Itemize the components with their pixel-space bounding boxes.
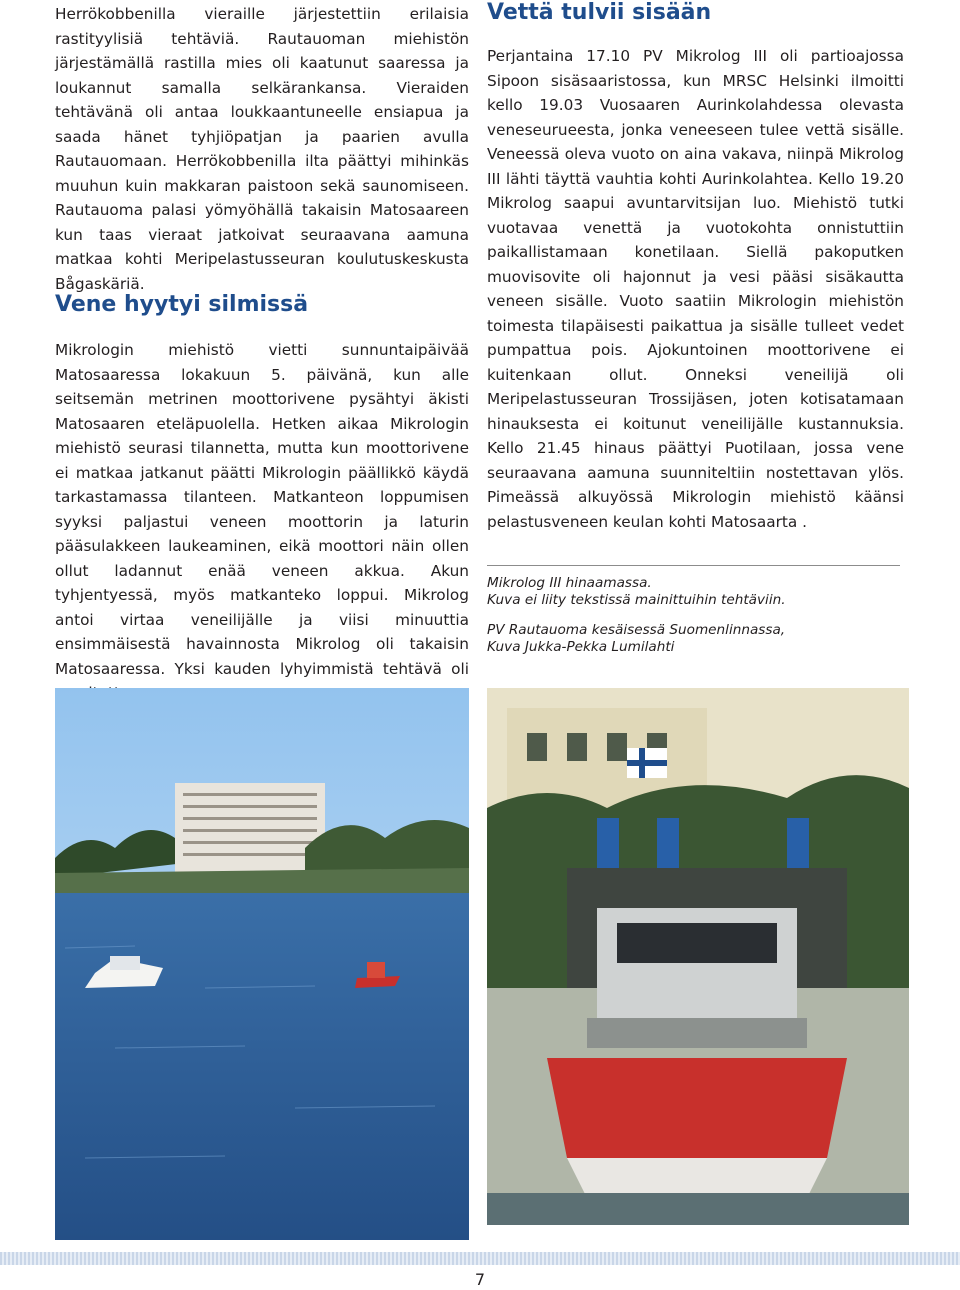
caption-divider (487, 565, 900, 566)
caption-rautauoma-line-1: PV Rautauoma kesäisessä Suomenlinnassa, (487, 622, 786, 638)
caption-towing (487, 575, 786, 609)
section-heading-vene-hyytyi: Vene hyytyi silmissä (55, 292, 309, 317)
left-paragraph-2: Mikrologin miehistö vietti sunnuntaipäivää Matosaaressa lokakuun 5. päivänä, kun alle seitsemän metrinen moottorivene pysähtyi äkisti Matosaaren eteläpuolella. Hetken aikaa Mikrologin miehistö seurasi tilannetta, mutta kun moottorivene ei matkaa jatkanut päätti Mikrologin päällikkö käydä tarkastamassa tilanteen. Matkanteon loppumisen syyksi paljastui veneen moottorin ja laturin pääsulakkeen laukeaminen, eikä moottori näin ollen ollut ladannut enää veneen akkua. Akun tyhjentyessä, myös matkanteko loppui. Mikrolog antoi virtaa veneilijälle ja viisi minuuttia ensimmäisestä havainnosta Mikrolog oli takaisin Matosaaressa. Yksi kauden lyhyimmistä tehtävä oli (55, 341, 469, 678)
photo-rautauoma-image (487, 688, 909, 1225)
left-intro-text (55, 2, 469, 296)
left-body-text (55, 338, 469, 706)
footer-band (0, 1252, 960, 1265)
page-number: 7 (474, 1270, 486, 1289)
right-body-text (487, 44, 904, 534)
photo-rautauoma (487, 688, 909, 1225)
photo-towing-image (55, 688, 469, 1240)
section-heading-vetta-tulvii: Vettä tulvii sisään (487, 0, 712, 25)
caption-rautauoma-line-2: Kuva Jukka-Pekka Lumilahti (487, 639, 675, 655)
caption-towing-line-1: Mikrolog III hinaamassa. (487, 575, 652, 591)
right-paragraph: Perjantaina 17.10 PV Mikrolog III oli partioajossa Sipoon sisäsaaristossa, kun MRSC Helsinki ilmoitti kello 19.03 Vuosaaren Aurinkolahdessa olevasta veneseurueesta, jonka veneeseen tulee vettä sisälle. Veneessä oleva vuoto on aina vakava, niinpä Mikrolog III lähti täyttä vauhtia kohti Aurinkolahtea. Kello 19.20 Mikrolog saapui avuntarvitsijan luo. Miehistö tutki vuotavaa venettä ja vuotokohta onnistuttiin paikallistamaan konetilaan. Siellä pakoputken muovisovite oli hajonnut ja vesi pääsi sisäkautta veneen sisälle. Vuoto saatiin Mikrologin miehistön toimesta tilapäisesti paikattua ja sisälle tulleet vedet pumpattua pois. Ajokuntoinen moottorivene ei kuitenkaan ollut. Onneksi veneilijä oli Meripelastusseuran Trossijäsen, joten kotisatamaan hinauksesta ei koitunut veneilijälle kustannuksia. Kello 21.45 hinaus päättyi Puotilaan, jossa vene seuraavana aamuna suunniteltiin nostettavan ylös. Pimeässä alkuyössä Mikrologin miehistö käänsi pelastusveneen keulan kohti Matosaarta . (487, 47, 904, 531)
photo-towing (55, 688, 469, 1240)
caption-towing-line-2: Kuva ei liity tekstissä mainittuihin tehtäviin. (487, 592, 786, 608)
caption-rautauoma (487, 622, 785, 656)
left-paragraph-1: Herrökobbenilla vieraille järjestettiin erilaisia rastityylisiä tehtäviä. Rautauoman miehistön järjestämällä rastilla mies oli kaatunut saaressa ja loukannut samalla selkärankansa. Vieraiden tehtävänä oli antaa loukkaantuneelle ensiapua ja saada hänet tyhjiöpatjan ja paarien avulla Rautauomaan. Herrökobbenilla ilta päättyi mihinkäs muuhun kuin makkaran paistoon sekä saunomiseen. Rautauoma palasi yömyöhällä takaisin Matosaareen kun taas vieraat jatkoivat seuraavana aamuna matkaa kohti Meripelastusseuran koulutuskeskusta Bågaskäriä. (55, 5, 469, 293)
